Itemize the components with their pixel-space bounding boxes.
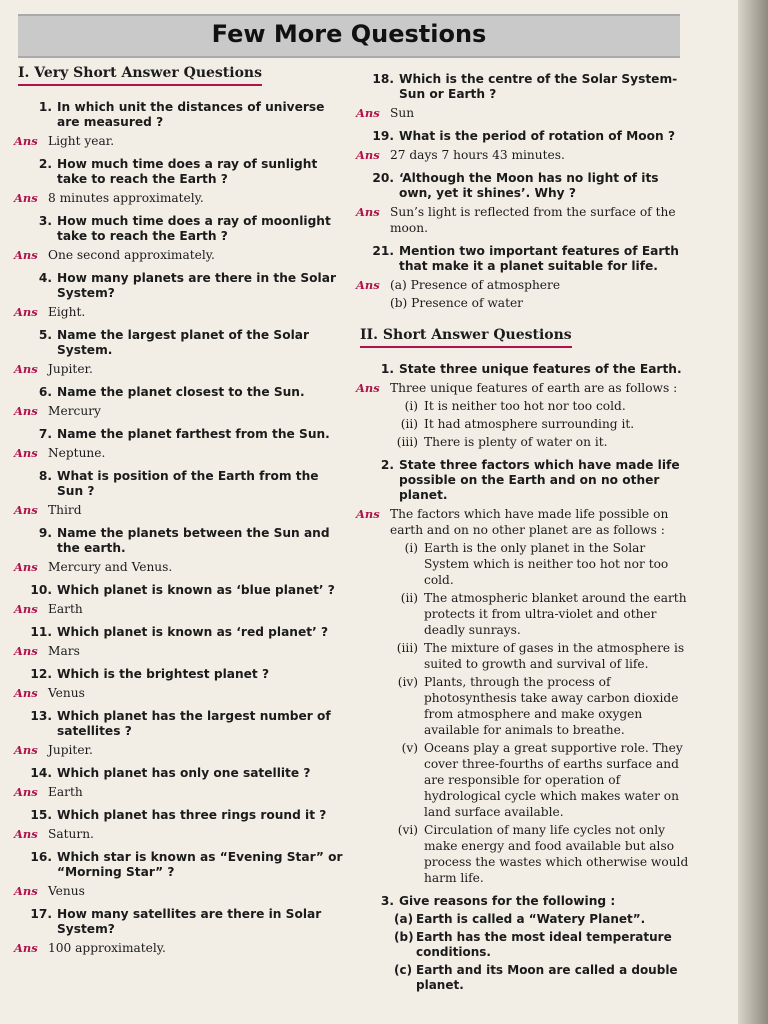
sub-point-text: The atmospheric blanket around the earth protects it from ultra-violet and other deadly sunrays.	[424, 591, 687, 637]
answer-tag: Ans	[14, 446, 38, 460]
answer-tag: Ans	[356, 278, 380, 292]
question-text: ‘Although the Moon has no light of its own, yet it shines’. Why ?	[399, 171, 659, 200]
question-text: Name the planet closest to the Sun.	[57, 385, 305, 399]
sub-point	[390, 590, 692, 638]
question-number: 10.	[30, 583, 52, 597]
sub-point	[390, 416, 692, 432]
answer-text: Jupiter.	[48, 743, 93, 757]
question-text: Name the planet farthest from the Sun.	[57, 427, 330, 441]
sub-point-text: It is neither too hot nor too cold.	[424, 399, 626, 413]
question-number: 19.	[372, 129, 394, 143]
question-number: 3.	[380, 894, 394, 908]
question-text: State three unique features of the Earth.	[399, 362, 682, 376]
answer-tag: Ans	[14, 362, 38, 376]
answer-tag: Ans	[14, 785, 38, 799]
question-number: 20.	[372, 171, 394, 185]
sub-point-label: (iv)	[397, 675, 418, 689]
question-text: In which unit the distances of universe are measured ?	[57, 100, 325, 129]
question-number: 17.	[30, 907, 52, 921]
sub-point-text: There is plenty of water on it.	[424, 435, 608, 449]
answer-tag: Ans	[356, 381, 380, 395]
question-row	[14, 526, 346, 556]
answer-tag: Ans	[356, 507, 380, 521]
sub-point	[394, 930, 692, 960]
question-text: How much time does a ray of sunlight take to reach the Earth ?	[57, 157, 318, 186]
answer-text: Earth	[48, 785, 83, 799]
question-row	[356, 362, 692, 377]
question-row	[14, 271, 346, 301]
sub-point-label: (iii)	[396, 435, 418, 449]
sub-point	[390, 398, 692, 414]
sub-point	[390, 822, 692, 886]
answer-row	[14, 742, 346, 758]
question-number: 18.	[372, 72, 394, 86]
answer-tag: Ans	[14, 305, 38, 319]
answer-text: Neptune.	[48, 446, 106, 460]
answer-tag: Ans	[14, 560, 38, 574]
question-text: Name the largest planet of the Solar System.	[57, 328, 309, 357]
answer-text: 100 approximately.	[48, 941, 166, 955]
question-row	[14, 808, 346, 823]
answer-row	[14, 247, 346, 263]
sub-point-text: Earth is the only planet in the Solar System which is neither too hot nor too cold.	[424, 541, 669, 587]
question-text: How many planets are there in the Solar System?	[57, 271, 336, 300]
sub-point-label: (b)	[394, 930, 414, 944]
question-row	[356, 458, 692, 503]
answer-tag: Ans	[14, 743, 38, 757]
question-row	[14, 766, 346, 781]
question-text: Mention two important features of Earth that make it a planet suitable for life.	[399, 244, 679, 273]
sub-point-text: Plants, through the process of photosynthesis take away carbon dioxide from atmosphere and make oxygen available for animals to breathe.	[424, 675, 679, 737]
answer-text: Light year.	[48, 134, 115, 148]
question-row	[14, 328, 346, 358]
answer-row	[356, 295, 692, 311]
answer-row	[356, 277, 692, 293]
question-number: 14.	[30, 766, 52, 780]
answer-row	[14, 559, 346, 575]
title-banner	[18, 14, 680, 58]
left-column	[14, 62, 346, 958]
answer-row	[14, 940, 346, 956]
question-number: 2.	[38, 157, 52, 171]
answer-text: Earth	[48, 602, 83, 616]
question-number: 1.	[380, 362, 394, 376]
question-number: 21.	[372, 244, 394, 258]
answer-text: One second approximately.	[48, 248, 215, 262]
sub-point	[394, 912, 692, 927]
question-number: 3.	[38, 214, 52, 228]
question-row	[14, 907, 346, 937]
answer-row	[356, 204, 692, 236]
answer-tag: Ans	[14, 686, 38, 700]
answer-text: Saturn.	[48, 827, 94, 841]
question-row	[14, 469, 346, 499]
answer-tag: Ans	[14, 644, 38, 658]
question-number: 15.	[30, 808, 52, 822]
answer-text: Three unique features of earth are as follows :	[390, 381, 678, 395]
answer-row	[14, 826, 346, 842]
question-number: 2.	[380, 458, 394, 472]
answer-text: Sun	[390, 106, 415, 120]
answer-text: Eight.	[48, 305, 86, 319]
sub-point-text: The mixture of gases in the atmosphere is suited to growth and survival of life.	[424, 641, 685, 671]
sub-point	[394, 963, 692, 993]
sub-point	[390, 640, 692, 672]
sub-point-label: (a)	[394, 912, 414, 926]
answer-row	[14, 883, 346, 899]
sub-point	[390, 540, 692, 588]
question-text: What is position of the Earth from the Sun ?	[57, 469, 319, 498]
answer-tag: Ans	[14, 248, 38, 262]
question-row	[14, 583, 346, 598]
answer-row	[14, 643, 346, 659]
sub-point-label: (iii)	[396, 641, 418, 655]
answer-row	[14, 403, 346, 419]
question-number: 9.	[38, 526, 52, 540]
question-text: Which planet is known as ‘red planet’ ?	[57, 625, 329, 639]
question-number: 11.	[30, 625, 52, 639]
answer-text: The factors which have made life possible on earth and on no other planet are as follows :	[390, 507, 669, 537]
question-text: Which is the centre of the Solar System-Sun or Earth ?	[399, 72, 678, 101]
answer-text: Mercury	[48, 404, 101, 418]
sub-point	[390, 674, 692, 738]
sub-point-label: (ii)	[400, 591, 418, 605]
question-row	[356, 129, 692, 144]
answer-row	[14, 784, 346, 800]
answer-tag-blank	[356, 295, 390, 311]
question-text: Which is the brightest planet ?	[57, 667, 270, 681]
sub-point-text: Earth has the most ideal temperature conditions.	[416, 930, 672, 959]
question-number: 12.	[30, 667, 52, 681]
question-row	[14, 667, 346, 682]
answer-row	[14, 133, 346, 149]
answer-text: Mercury and Venus.	[48, 560, 173, 574]
section-heading-short: II. Short Answer Questions	[360, 327, 572, 348]
question-text: How many satellites are there in Solar System?	[57, 907, 322, 936]
question-number: 5.	[38, 328, 52, 342]
answer-row	[14, 601, 346, 617]
answer-text: (b) Presence of water	[390, 296, 524, 310]
sub-point-label: (v)	[401, 741, 418, 755]
question-row	[356, 244, 692, 274]
sub-point-text: Circulation of many life cycles not only make energy and food available but also process the wastes which otherwise would harm life.	[424, 823, 689, 885]
answer-text: Third	[48, 503, 82, 517]
sub-point-label: (i)	[404, 399, 418, 413]
answer-text: 8 minutes approximately.	[48, 191, 204, 205]
answer-text: Venus	[48, 884, 85, 898]
sub-point-text: Oceans play a great supportive role. They cover three-fourths of earths surface and are responsible for operation of hydrological cycle which makes water on land surface available.	[424, 741, 683, 819]
question-row	[14, 709, 346, 739]
answer-text: (a) Presence of atmosphere	[390, 278, 561, 292]
question-number: 16.	[30, 850, 52, 864]
answer-text: Sun’s light is reflected from the surface of the moon.	[390, 205, 676, 235]
answer-text: Mars	[48, 644, 80, 658]
question-number: 8.	[38, 469, 52, 483]
page-title: Few More Questions	[211, 20, 487, 48]
sub-point-label: (i)	[404, 541, 418, 555]
answer-row	[14, 502, 346, 518]
question-row	[14, 625, 346, 640]
question-row	[14, 100, 346, 130]
answer-text: Jupiter.	[48, 362, 93, 376]
answer-tag: Ans	[14, 827, 38, 841]
sub-point-label: (c)	[394, 963, 413, 977]
answer-row	[14, 190, 346, 206]
question-number: 13.	[30, 709, 52, 723]
answer-row	[14, 361, 346, 377]
question-text: Which star is known as “Evening Star” or “Morning Star” ?	[57, 850, 343, 879]
right-column	[356, 64, 692, 996]
answer-tag: Ans	[14, 602, 38, 616]
answer-row	[14, 445, 346, 461]
question-row	[14, 214, 346, 244]
question-text: Which planet has only one satellite ?	[57, 766, 311, 780]
question-row	[356, 894, 692, 909]
answer-tag: Ans	[14, 404, 38, 418]
answer-row	[14, 685, 346, 701]
answer-row	[356, 147, 692, 163]
answer-row	[356, 506, 692, 538]
answer-row	[14, 304, 346, 320]
question-number: 7.	[38, 427, 52, 441]
question-text: State three factors which have made life possible on the Earth and on no other planet.	[399, 458, 680, 502]
question-text: Which planet has three rings round it ?	[57, 808, 327, 822]
answer-tag: Ans	[14, 503, 38, 517]
question-text: What is the period of rotation of Moon ?	[399, 129, 676, 143]
question-text: Name the planets between the Sun and the earth.	[57, 526, 330, 555]
answer-row	[356, 380, 692, 396]
answer-tag: Ans	[14, 884, 38, 898]
sub-point-text: Earth is called a “Watery Planet”.	[416, 912, 646, 926]
question-number: 4.	[38, 271, 52, 285]
question-text: Give reasons for the following :	[399, 894, 616, 908]
question-number: 6.	[38, 385, 52, 399]
section-heading-very-short: I. Very Short Answer Questions	[18, 65, 262, 86]
sub-point	[390, 740, 692, 820]
sub-point	[390, 434, 692, 450]
question-row	[356, 72, 692, 102]
question-row	[356, 171, 692, 201]
sub-point-text: It had atmosphere surrounding it.	[424, 417, 635, 431]
answer-text: Venus	[48, 686, 85, 700]
question-row	[14, 850, 346, 880]
sub-point-label: (ii)	[400, 417, 418, 431]
answer-tag: Ans	[14, 191, 38, 205]
answer-tag: Ans	[356, 205, 380, 219]
question-text: Which planet is known as ‘blue planet’ ?	[57, 583, 335, 597]
page-edge	[738, 0, 768, 1024]
question-number: 1.	[38, 100, 52, 114]
question-text: Which planet has the largest number of satellites ?	[57, 709, 331, 738]
answer-row	[356, 105, 692, 121]
question-row	[14, 427, 346, 442]
answer-tag: Ans	[356, 106, 380, 120]
question-row	[14, 385, 346, 400]
question-text: How much time does a ray of moonlight take to reach the Earth ?	[57, 214, 331, 243]
answer-tag: Ans	[14, 134, 38, 148]
answer-tag: Ans	[14, 941, 38, 955]
answer-text: 27 days 7 hours 43 minutes.	[390, 148, 565, 162]
sub-point-text: Earth and its Moon are called a double planet.	[416, 963, 678, 992]
question-row	[14, 157, 346, 187]
sub-point-label: (vi)	[397, 823, 418, 837]
answer-tag: Ans	[356, 148, 380, 162]
